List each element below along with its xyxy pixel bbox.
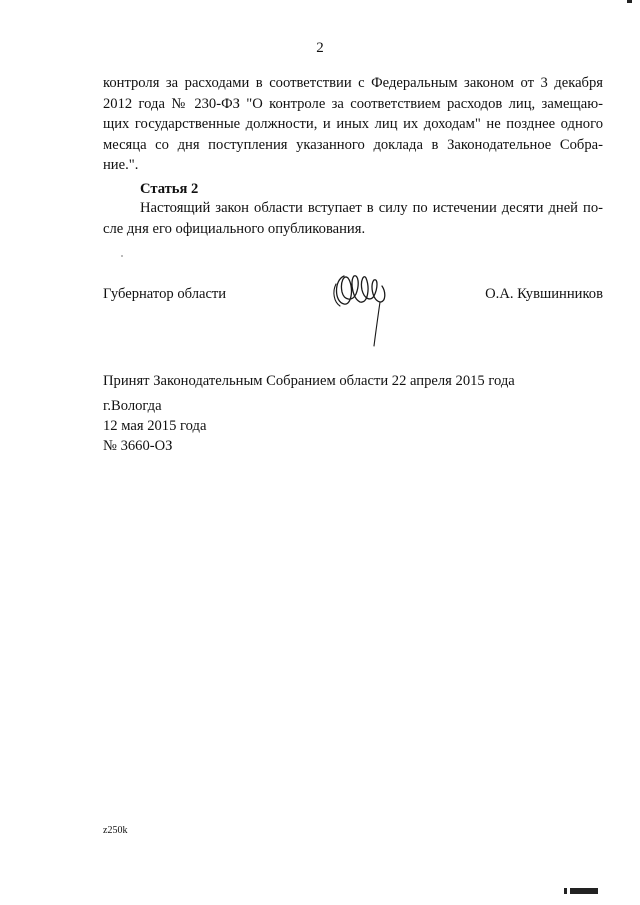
article-heading: Статья 2 — [140, 181, 199, 197]
article-line: Настоящий закон области вступает в силу по истечении десяти дней по- — [140, 200, 603, 216]
document-code: z250k — [103, 825, 128, 836]
city: г.Вологда — [103, 398, 162, 414]
page-number: 2 — [316, 40, 324, 56]
article-line: сле дня его официального опубликования. — [103, 220, 366, 237]
paragraph-line: щих государственные должности, и иных лиц их доходам" не позднее одного — [103, 116, 603, 132]
law-number: № 3660-ОЗ — [103, 438, 173, 454]
paragraph-line: 2012 года № 230-ФЗ "О контроле за соответствием расходов лиц, замещаю- — [103, 95, 603, 112]
paragraph-line: ние.". — [103, 157, 139, 173]
paragraph-line: месяца со дня поступления указанного доклада в Законодательное Собра- — [103, 136, 603, 153]
place-date-block — [103, 396, 206, 456]
signatory-name: О.А. Кувшинников — [485, 286, 603, 302]
signing-date: 12 мая 2015 года — [103, 418, 207, 434]
paragraph-amendment-text — [103, 73, 603, 176]
scan-speck — [121, 255, 123, 257]
handwritten-signature — [330, 268, 390, 350]
article-text — [103, 198, 603, 239]
scan-corner-mark — [564, 888, 598, 894]
scan-corner-mark — [627, 0, 632, 3]
paragraph-line: контроля за расходами в соответствии с Федеральным законом от 3 декабря — [103, 75, 603, 91]
signatory-title: Губернатор области — [103, 286, 227, 302]
adoption-statement: Принят Законодательным Собранием области 22 апреля 2015 года — [103, 373, 515, 389]
